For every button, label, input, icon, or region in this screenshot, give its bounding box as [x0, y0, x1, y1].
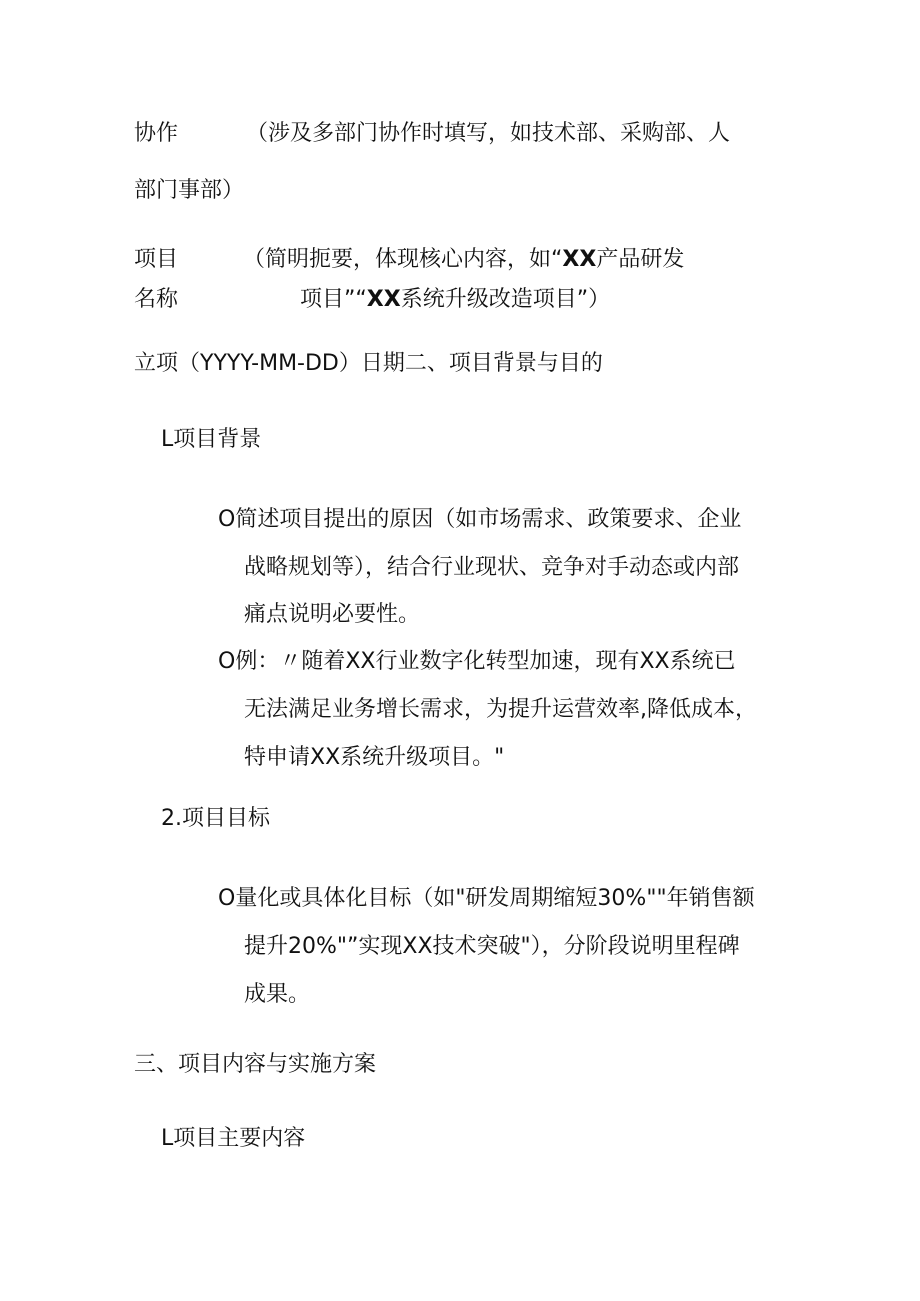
project-name-text-line-2 [300, 285, 610, 315]
goals-bullet-line-2: 提升20%"”实现XX技术突破"），分阶段说明里程碑 [244, 934, 740, 959]
background-bullet-2-line-2: 无法满足业务增长需求，为提升运营效率,降低成本， [244, 697, 757, 722]
cooperation-label: 协作 [134, 121, 179, 146]
project-name-label-line-2: 名称 [134, 287, 179, 312]
background-bullet-1-line-1: O简述项目提出的原因（如市场需求、政策要求、企业 [218, 507, 742, 532]
main-content-heading: L项目主要内容 [161, 1126, 306, 1151]
background-bullet-2-line-1: O例：〃随着XX行业数字化转型加速，现有XX系统已 [218, 649, 736, 674]
goals-bullet-line-1: O量化或具体化目标（如"研发周期缩短30%""年销售额 [218, 886, 755, 911]
cooperation-text-line-1: （涉及多部门协作时填写，如技术部、采购部、人 [246, 121, 731, 146]
project-name-text-2a: 项目”“ [300, 287, 367, 312]
background-bullet-2-line-3: 特申请XX系统升级项目。" [244, 745, 505, 770]
project-name-text-2b: XX [366, 287, 401, 312]
project-name-text-line-1 [243, 245, 684, 275]
cooperation-text-line-2: 部门事部） [134, 178, 245, 203]
section-3-heading: 三、项目内容与实施方案 [134, 1052, 377, 1077]
project-name-text-1a: （简明扼要，体现核心内容，如“ [243, 247, 563, 272]
setup-date-line: 立项（YYYY-MM-DD）日期二、项目背景与目的 [134, 351, 603, 376]
background-bullet-1-line-2: 战略规划等），结合行业现状、竞争对手动态或内部 [244, 555, 740, 580]
project-name-label-line-1: 项目 [134, 247, 179, 272]
goals-heading: 2.项目目标 [161, 806, 270, 831]
project-name-text-1b: XX [562, 247, 597, 272]
project-name-text-1c: 产品研发 [596, 247, 685, 272]
background-heading: L项目背景 [161, 427, 262, 452]
background-bullet-1-line-3: 痛点说明必要性。 [244, 602, 421, 627]
project-name-text-2c: 系统升级改造项目”） [400, 287, 611, 312]
goals-bullet-line-3: 成果。 [244, 982, 311, 1007]
